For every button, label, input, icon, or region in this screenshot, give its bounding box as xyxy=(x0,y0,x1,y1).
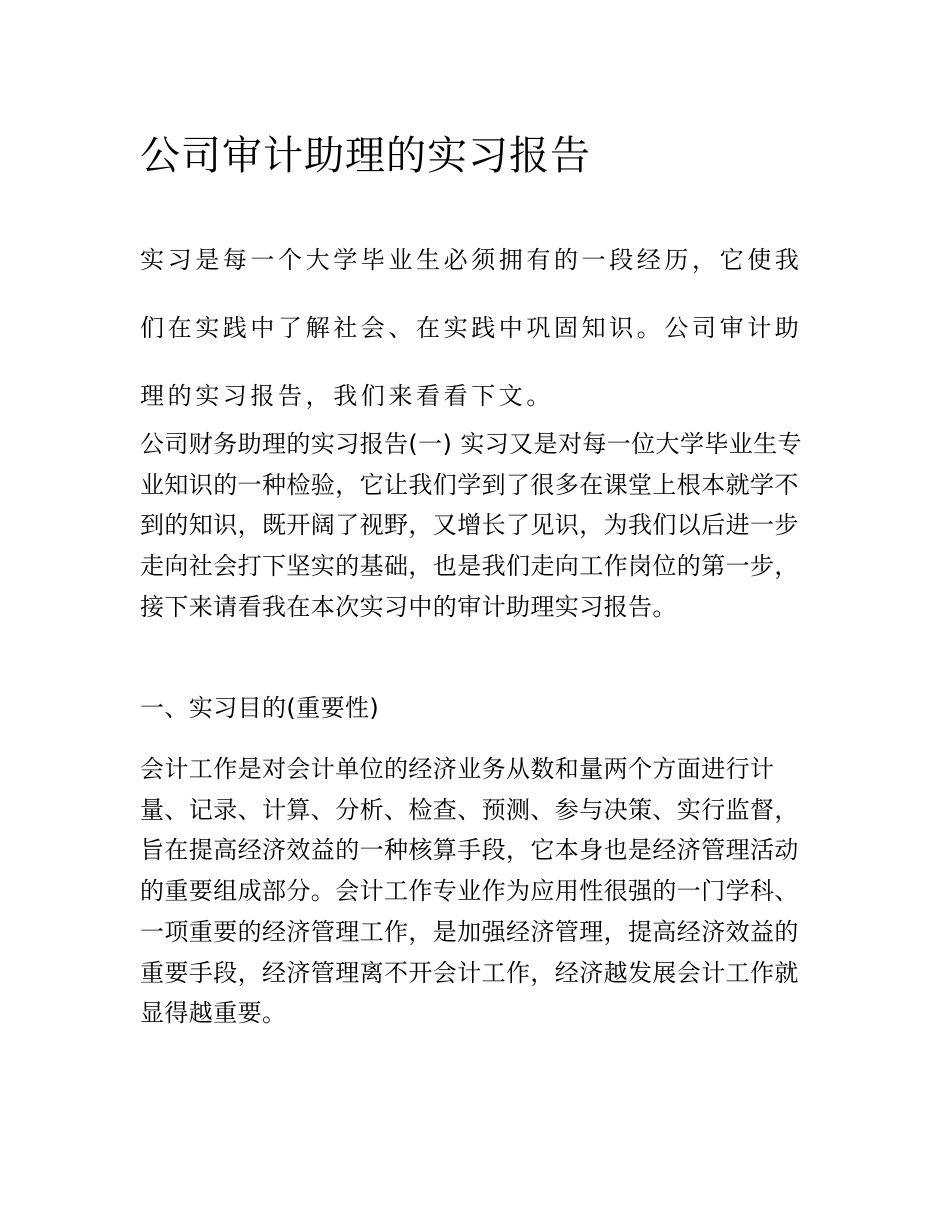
intro-paragraph: 实习是每一个大学毕业生必须拥有的一段经历，它使我们在实践中了解社会、在实践中巩固知识。公司审计助理的实习报告，我们来看看下文。 xyxy=(140,246,803,410)
body-paragraph-1: 公司财务助理的实习报告(一) 实习又是对每一位大学毕业生专业知识的一种检验，它让我们学到了很多在课堂上根本就学不到的知识，既开阔了视野，又增长了见识，为我们以后进一步走向社会打下坚实的基础，也是我们走向工作岗位的第一步，接下来请看我在本次实习中的审计助理实习报告。 xyxy=(140,430,802,621)
section-heading: 一、实习目的(重要性) xyxy=(140,694,380,722)
document-title: 公司审计助理的实习报告 xyxy=(140,133,591,179)
body-paragraph-2: 会计工作是对会计单位的经济业务从数和量两个方面进行计量、记录、计算、分析、检查、预测、参与决策、实行监督，旨在提高经济效益的一种核算手段，它本身也是经济管理活动的重要组成部分。会计工作专业作为应用性很强的一门学科、一项重要的经济管理工作，是加强经济管理，提高经济效益的重要手段，经济管理离不开会计工作，经济越发展会计工作就显得越重要。 xyxy=(140,755,799,1028)
